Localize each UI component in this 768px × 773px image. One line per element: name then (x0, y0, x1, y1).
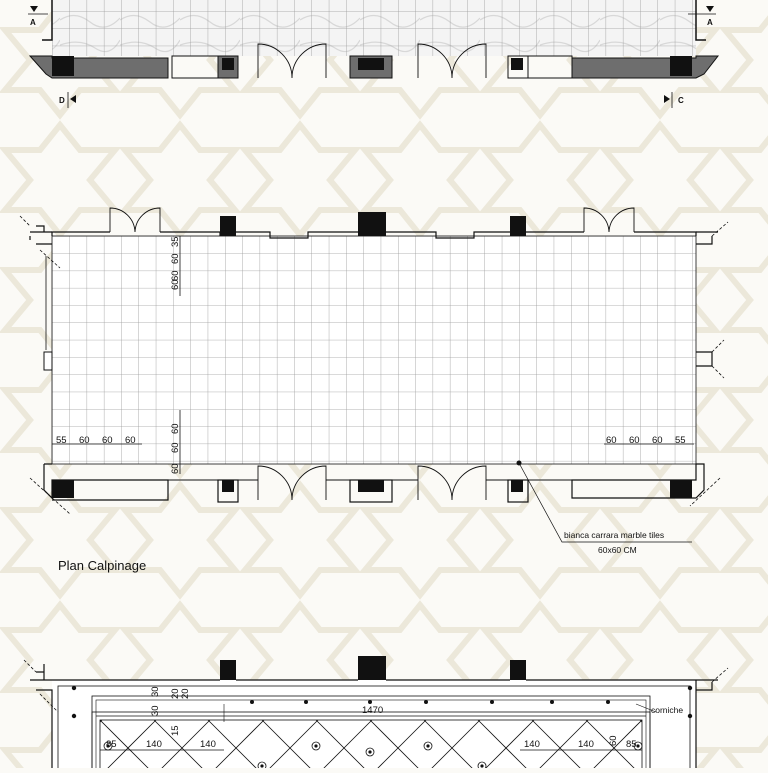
light-fixture (314, 744, 317, 747)
wall-opening (44, 352, 52, 370)
column (220, 660, 236, 680)
dimension-label: 55 (675, 435, 686, 446)
dimension-label: 140 (200, 739, 216, 750)
dimension-label: 60 (608, 735, 619, 746)
dimension-label: 60 (125, 435, 136, 446)
tile-grid (52, 236, 696, 464)
light-fixture (260, 764, 263, 767)
callout-line-2: 60x60 CM (598, 545, 637, 555)
dimension-label: 35 (170, 236, 181, 247)
column (670, 480, 692, 498)
light-fixture (304, 700, 308, 704)
plan-title: Plan Calpinage (58, 558, 147, 573)
section-label: A (30, 18, 36, 27)
light-fixture (636, 744, 639, 747)
dimension-label: 20 (170, 688, 181, 699)
dimension-label: 60 (170, 423, 181, 434)
dimension-label: 60 (629, 435, 640, 446)
light-fixture (250, 700, 254, 704)
light-fixture (426, 744, 429, 747)
light-fixture (368, 750, 371, 753)
column (511, 58, 523, 70)
corniche-label: corniche (651, 705, 684, 715)
column (52, 480, 74, 498)
dimension-label: 60 (79, 435, 90, 446)
dimension-label: 140 (524, 739, 540, 750)
callout-line-1: bianca carrara marble tiles (564, 530, 665, 540)
light-fixture (424, 700, 428, 704)
top-plan-tile-grid (52, 0, 696, 56)
dimension-label: 30 (150, 686, 161, 697)
column (220, 216, 236, 236)
total-width-label: 1470 (362, 705, 384, 716)
dimension-label: 60 (170, 253, 181, 264)
light-fixture (688, 686, 692, 690)
light-fixture (688, 714, 692, 718)
dimension-label: 60 (102, 435, 113, 446)
light-fixture (480, 764, 483, 767)
column (222, 58, 234, 70)
dimension-label: 140 (146, 739, 162, 750)
dimension-label: 85 (626, 739, 637, 750)
column (511, 480, 523, 492)
column (358, 212, 386, 236)
dimension-label: 60 (652, 435, 663, 446)
dimension-label: 15 (170, 725, 181, 736)
dimension-label: 60 (170, 463, 181, 474)
column (222, 480, 234, 492)
column (358, 656, 386, 680)
light-fixture (72, 686, 76, 690)
light-fixture (368, 700, 372, 704)
dimension-label: 30 (150, 705, 161, 716)
dimension-label: 140 (578, 739, 594, 750)
column (358, 58, 384, 70)
light-fixture (490, 700, 494, 704)
section-label: C (678, 96, 684, 105)
column (510, 216, 526, 236)
dimension-label: 20 (180, 688, 191, 699)
column (358, 480, 384, 492)
light-fixture (606, 700, 610, 704)
dimension-label: 60 (170, 279, 181, 290)
column (52, 56, 74, 76)
dimension-label: 60 (170, 442, 181, 453)
column (670, 56, 692, 76)
dimension-label: 85 (106, 739, 117, 750)
light-fixture (550, 700, 554, 704)
dimension-label: 60 (606, 435, 617, 446)
dimension-label: 55 (56, 435, 67, 446)
light-fixture (72, 714, 76, 718)
section-label: A (707, 18, 713, 27)
dimension-label: 60 (170, 270, 181, 281)
section-label: D (59, 96, 65, 105)
column (510, 660, 526, 680)
